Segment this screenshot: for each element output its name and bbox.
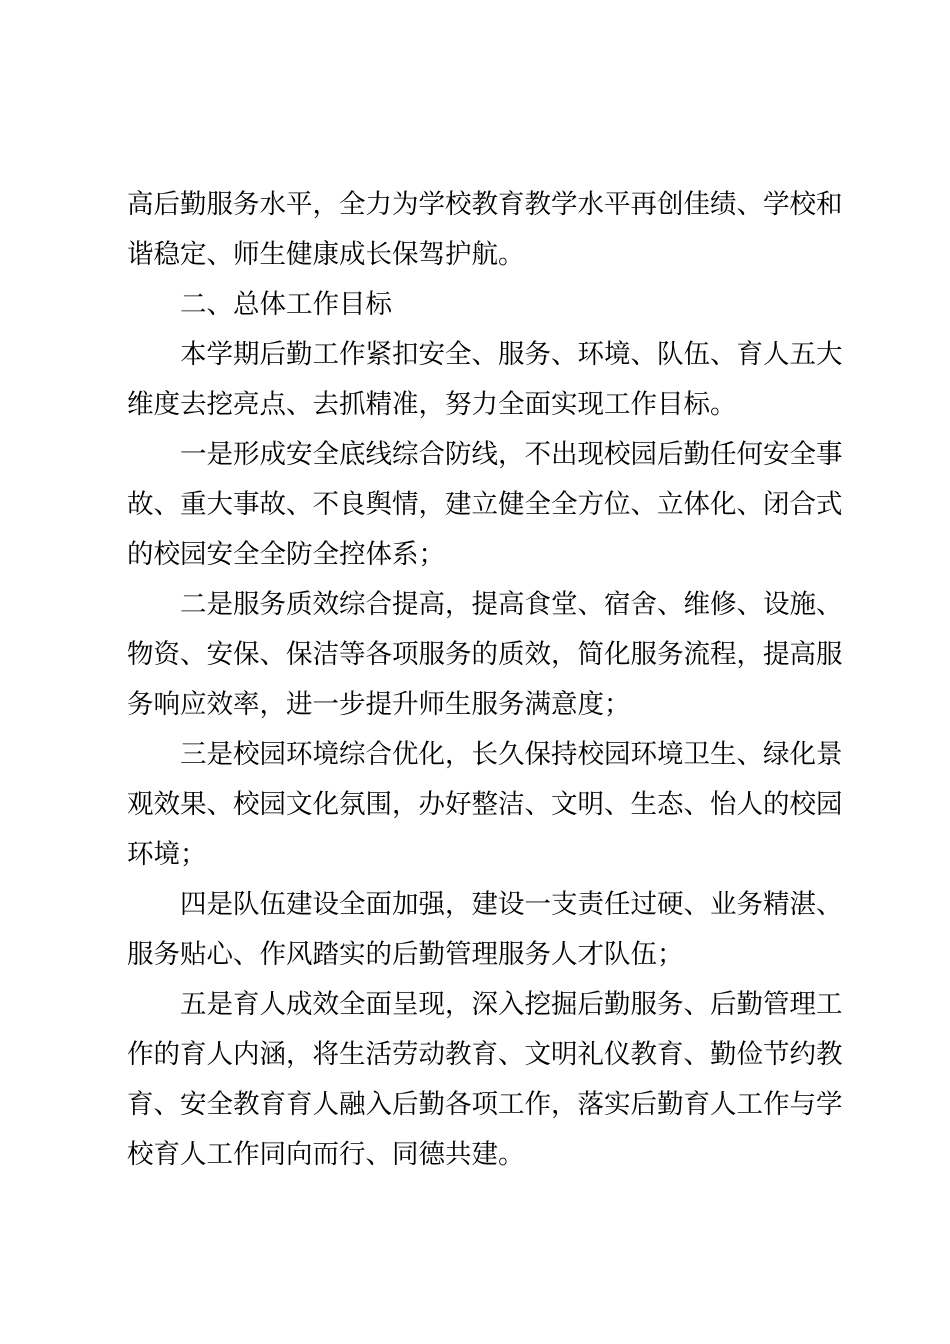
section-heading: 二、总体工作目标 [180, 289, 392, 320]
paragraph-line-5: 一是形成安全底线综合防线，不出现校园后勤任何安全事 [180, 439, 843, 470]
paragraph-line-18: 育、安全教育育人融入后勤各项工作，落实后勤育人工作与学 [127, 1089, 843, 1120]
paragraph-line-7: 的校园安全全防全控体系； [127, 539, 445, 570]
paragraph-line-4: 维度去挖亮点、去抓精准，努力全面实现工作目标。 [127, 389, 737, 420]
paragraph-line-17: 作的育人内涵，将生活劳动教育、文明礼仪教育、勤俭节约教 [127, 1039, 843, 1070]
paragraph-line-10: 务响应效率，进一步提升师生服务满意度； [127, 689, 631, 720]
paragraph-line-11: 三是校园环境综合优化，长久保持校园环境卫生、绿化景 [180, 739, 843, 770]
paragraph-line-19: 校育人工作同向而行、同德共建。 [127, 1139, 525, 1170]
paragraph-line-12: 观效果、校园文化氛围，办好整洁、文明、生态、怡人的校园 [127, 789, 843, 820]
paragraph-line-6: 故、重大事故、不良舆情，建立健全全方位、立体化、闭合式 [127, 489, 843, 520]
paragraph-line-16: 五是育人成效全面呈现，深入挖掘后勤服务、后勤管理工 [180, 989, 843, 1020]
paragraph-line-8: 二是服务质效综合提高，提高食堂、宿舍、维修、设施、 [180, 589, 843, 620]
paragraph-line-13: 环境； [127, 839, 207, 870]
paragraph-line-14: 四是队伍建设全面加强，建设一支责任过硬、业务精湛、 [180, 889, 843, 920]
paragraph-line-15: 服务贴心、作风踏实的后勤管理服务人才队伍； [127, 939, 684, 970]
paragraph-line-2: 谐稳定、师生健康成长保驾护航。 [127, 239, 525, 270]
paragraph-line-9: 物资、安保、保洁等各项服务的质效，简化服务流程，提高服 [127, 639, 843, 670]
paragraph-line-3: 本学期后勤工作紧扣安全、服务、环境、队伍、育人五大 [180, 339, 843, 370]
paragraph-line-1: 高后勤服务水平，全力为学校教育教学水平再创佳绩、学校和 [127, 189, 843, 220]
